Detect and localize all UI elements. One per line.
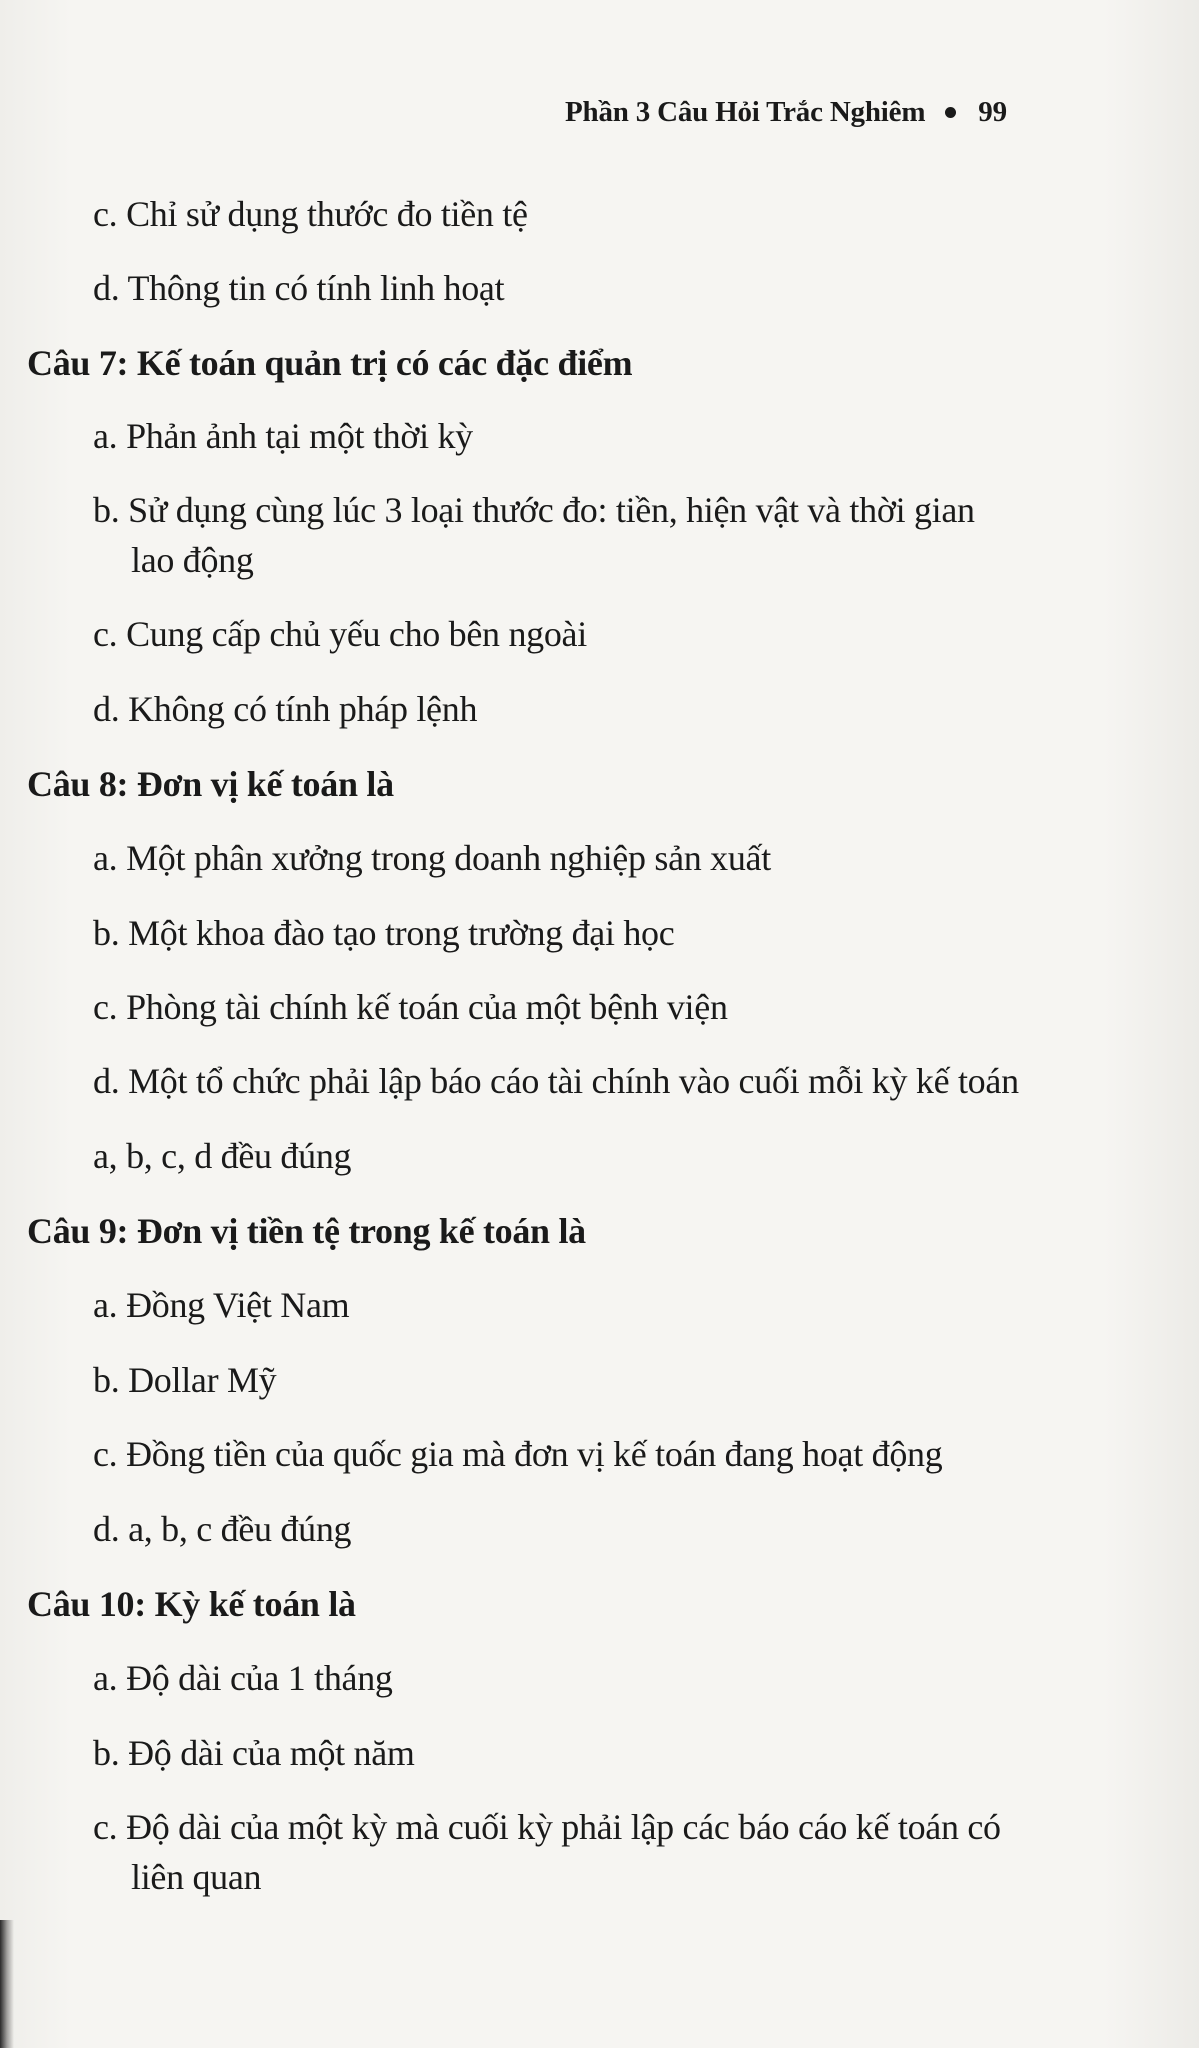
header-title: Phần 3 Câu Hỏi Trắc Nghiêm <box>565 96 926 128</box>
q7-option-a: a. Phản ảnh tại một thời kỳ <box>93 416 473 456</box>
q8-option-b: b. Một khoa đào tạo trong trường đại học <box>93 913 675 953</box>
q6-option-c: c. Chỉ sử dụng thước đo tiền tệ <box>93 194 528 234</box>
header-bullet-icon <box>945 107 956 118</box>
page-number: 99 <box>978 96 1007 128</box>
q7-option-b-continued: lao động <box>131 540 254 580</box>
q10-option-c-continued: liên quan <box>131 1857 262 1897</box>
question-9: Câu 9: Đơn vị tiền tệ trong kế toán là <box>27 1211 586 1251</box>
q8-option-c: c. Phòng tài chính kế toán của một bệnh viện <box>93 987 728 1027</box>
q9-option-d: d. a, b, c đều đúng <box>93 1509 352 1549</box>
question-10: Câu 10: Kỳ kế toán là <box>27 1584 356 1624</box>
q8-option-d: d. Một tổ chức phải lập báo cáo tài chính vào cuối mỗi kỳ kế toán <box>93 1061 1019 1101</box>
question-8: Câu 8: Đơn vị kế toán là <box>27 764 394 804</box>
q10-option-b: b. Độ dài của một năm <box>93 1733 415 1773</box>
q7-option-c: c. Cung cấp chủ yếu cho bên ngoài <box>93 614 587 654</box>
q10-option-c: c. Độ dài của một kỳ mà cuối kỳ phải lập các báo cáo kế toán có <box>93 1807 1001 1847</box>
q9-option-c: c. Đồng tiền của quốc gia mà đơn vị kế toán đang hoạt động <box>93 1434 943 1474</box>
q7-option-b: b. Sử dụng cùng lúc 3 loại thước đo: tiền, hiện vật và thời gian <box>93 490 975 530</box>
q9-option-b: b. Dollar Mỹ <box>93 1360 277 1400</box>
page-edge-shadow <box>0 1920 14 2048</box>
q7-option-d: d. Không có tính pháp lệnh <box>93 689 478 729</box>
q10-option-a: a. Độ dài của 1 tháng <box>93 1658 393 1698</box>
q6-option-d: d. Thông tin có tính linh hoạt <box>93 268 505 308</box>
q9-option-a: a. Đồng Việt Nam <box>93 1285 350 1325</box>
q8-option-e: a, b, c, d đều đúng <box>93 1136 352 1176</box>
question-7: Câu 7: Kế toán quản trị có các đặc điểm <box>27 343 633 383</box>
running-header <box>565 96 1007 129</box>
q8-option-a: a. Một phân xưởng trong doanh nghiệp sản xuất <box>93 838 771 878</box>
